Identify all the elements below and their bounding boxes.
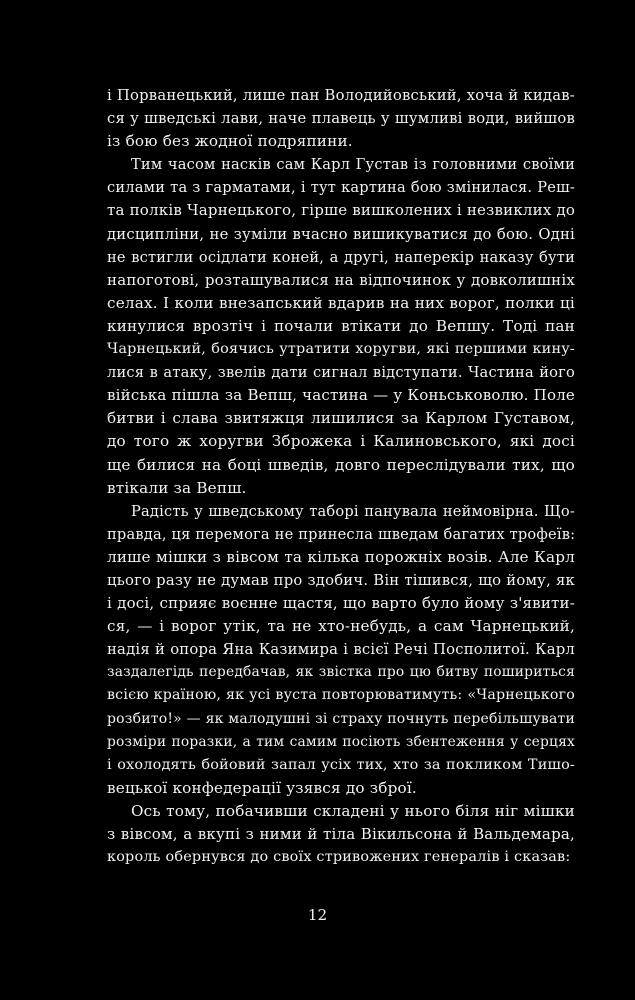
paragraph: [107, 84, 575, 153]
text-line: війська пішла за Вепш, частина — у Коньськоволю. Поле: [107, 386, 575, 405]
text-line: надія й опора Яна Казимира і всієї Речі Посполитої. Карл: [107, 641, 575, 659]
text-line: розбито!» — як малодушні зі страху почнуть перебільшувати: [107, 710, 575, 727]
text-line: з вівсом, а вкупі з ними й тіла Вікильсона й Вальдемара,: [107, 825, 575, 843]
text-line: та полків Чарнецького, гірше вишколених і незвиклих до: [107, 201, 576, 220]
text-line: Чарнецький, боячись утратити хоругви, які першими кину-: [107, 341, 575, 358]
text-line: вецької конфедерації узявся до зброї.: [107, 778, 417, 797]
text-body: [107, 84, 575, 869]
text-line: кинулися врозтіч і почали втікати до Вепшу. Тоді пан: [107, 316, 575, 335]
text-line: напоготові, розташувалися на відпочинок у довколишніх: [107, 270, 575, 289]
text-line: король обернувся до своїх стривожених генералів і сказав:: [107, 849, 571, 866]
text-line: битви і слава звитяжця лишилися за Карлом Густавом,: [107, 409, 575, 428]
paragraph: [107, 500, 575, 800]
text-line: ся, — і ворог утік, та не хто-небудь, а сам Чарнецький,: [107, 617, 575, 636]
text-line: і досі, сприяє воєнне щастя, що варто було йому з'явити-: [107, 594, 575, 613]
text-line: силами та з гарматами, і тут картина бою змінилася. Реш-: [107, 179, 575, 197]
paragraph: [107, 153, 575, 499]
text-line: із бою без жодної подряпини.: [107, 132, 353, 151]
text-line: не встигли осідлати коней, а другі, наперекір наказу бути: [107, 248, 575, 266]
page-number: 12: [307, 906, 328, 924]
text-line: Ось тому, побачивши складені у нього біля ніг мішки: [131, 801, 575, 820]
text-line: дисципліни, не зуміли вчасно вишикуватися до бою. Одні: [107, 225, 575, 243]
text-line: правда, ця перемога не принесла шведам багатих трофеїв:: [107, 525, 576, 543]
text-line: цього разу не думав про здобич. Він тішився, що йому, як: [107, 571, 575, 589]
paragraph: [107, 800, 575, 869]
text-line: і охолодять бойовий запал усіх тих, хто за покликом Тишо-: [107, 756, 575, 773]
text-line: втікали за Вепш.: [107, 478, 247, 497]
text-line: Радість у шведському таборі панувала неймовірна. Що-: [131, 502, 575, 520]
text-line: Тим часом насків сам Карл Густав із головними своїми: [131, 156, 575, 174]
text-line: всією країною, як усі вуста повторюватимуть: «Чарнецького: [107, 687, 575, 704]
text-line: ся у шведські лави, наче плавець у шумливі води, вийшов: [107, 110, 575, 128]
text-line: і Порванецький, лише пан Володийовський, хоча й кидав-: [107, 87, 575, 104]
text-line: лися в атаку, звелів дати сигнал відступати. Частина його: [107, 364, 575, 382]
text-line: розміри поразки, а тим самим посіють збентеження у серцях: [107, 733, 575, 750]
text-line: селах. І коли внезапський вдарив на них ворог, полки ці: [107, 293, 575, 312]
text-line: до того ж хоругви Зброжека і Калиновського, які досі: [107, 432, 575, 451]
text-line: лише мішки з вівсом та кілька порожніх возів. Але Карл: [107, 547, 575, 566]
text-line: заздалегідь передбачав, як звістка про цю битву пошириться: [107, 664, 575, 681]
text-line: ще билися на боці шведів, довго переслідували тих, що: [107, 455, 575, 474]
